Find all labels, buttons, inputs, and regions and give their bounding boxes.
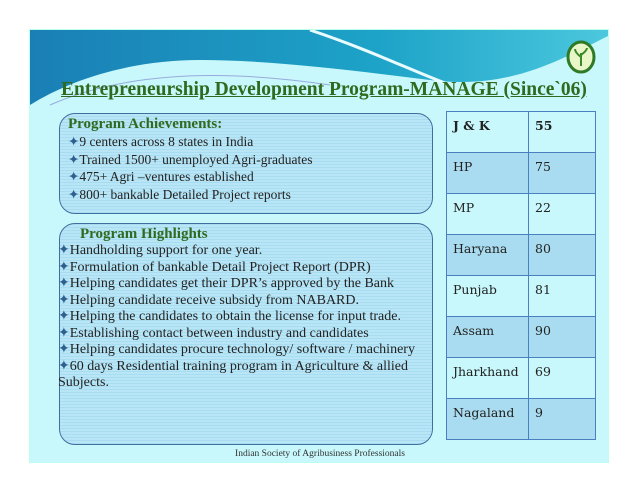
table-row: Jharkhand 69 — [447, 358, 596, 399]
logo — [566, 40, 596, 74]
achievements-list — [68, 116, 313, 203]
page-title: Entrepreneurship Development Program-MANAGE (Since`06) — [61, 79, 587, 100]
table-row: MP 22 — [447, 194, 596, 235]
list-item: ✦Helping the candidates to obtain the license for input trade. — [58, 309, 401, 324]
list-item: ✦Helping candidate receive subsidy from NABARD. — [58, 292, 359, 308]
list-item: ✦60 days Residential training program in Agriculture & allied Subjects. — [58, 358, 408, 390]
highlights-list — [58, 226, 430, 392]
list-item: ✦Helping candidates procure technology/ software / machinery — [58, 342, 415, 357]
highlights-heading: Program Highlights — [80, 226, 208, 242]
table-row: Assam 90 — [447, 317, 596, 358]
list-item: ✦Handholding support for one year. — [58, 243, 263, 258]
list-item: ✦Formulation of bankable Detail Project Report (DPR) — [58, 259, 371, 275]
table-row: Haryana 80 — [447, 235, 596, 276]
list-item: ✦Establishing contact between industry and candidates — [58, 325, 369, 341]
table-row: J & K 55 — [447, 112, 596, 153]
list-item: ✦Helping candidates get their DPR’s approved by the Bank — [58, 276, 394, 291]
state-table — [446, 111, 596, 440]
list-item: ✦800+ bankable Detailed Project reports — [68, 186, 291, 202]
list-item: ✦9 centers across 8 states in India — [68, 134, 254, 149]
table-row: HP 75 — [447, 153, 596, 194]
slide — [29, 29, 609, 463]
footer: Indian Society of Agribusiness Professionals — [235, 449, 405, 459]
table-row: Nagaland 9 — [447, 399, 596, 440]
list-item: ✦475+ Agri –ventures established — [68, 169, 254, 184]
list-item: ✦Trained 1500+ unemployed Agri-graduates — [68, 151, 313, 167]
table-row: Punjab 81 — [447, 276, 596, 317]
achievements-heading: Program Achievements: — [68, 116, 223, 132]
